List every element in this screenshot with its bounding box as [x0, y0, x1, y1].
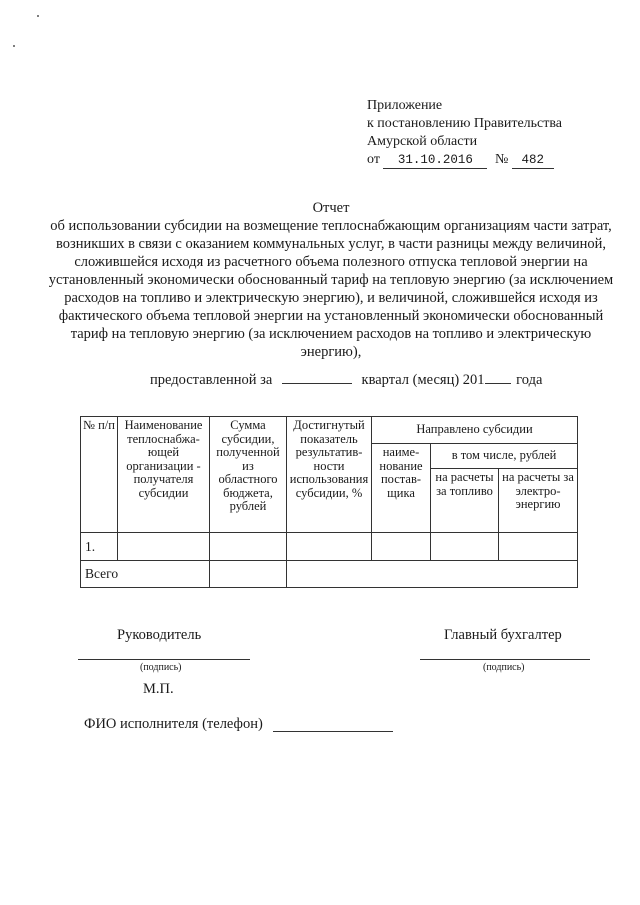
table-cell [287, 533, 372, 561]
period-middle: квартал (месяц) 201 [361, 372, 485, 388]
year-blank [485, 371, 511, 384]
appendix-line-2: к постановлению Правительства [367, 116, 563, 131]
total-label: Всего [81, 561, 210, 588]
header-supplier: наиме-нование постав-щика [372, 444, 431, 533]
scan-speck [13, 45, 15, 47]
executor-line [273, 731, 393, 732]
table-cell [372, 533, 431, 561]
executor-label: ФИО исполнителя (телефон) [84, 716, 263, 732]
director-signature-line [78, 659, 250, 660]
appendix-line-3: Амурской области [367, 134, 478, 149]
table-cell [431, 533, 499, 561]
scan-speck [37, 15, 39, 17]
accountant-signature-hint: (подпись) [483, 662, 525, 673]
header-electricity: на расчеты за электро-энергию [499, 469, 578, 533]
table-row [81, 533, 578, 561]
table-cell [499, 533, 578, 561]
director-label: Руководитель [117, 627, 202, 643]
table-cell [287, 561, 578, 588]
decree-number: 482 [512, 153, 554, 169]
period-prefix: предоставленной за [150, 372, 273, 388]
table-cell [118, 533, 210, 561]
decree-date: 31.10.2016 [383, 153, 487, 169]
table-cell [210, 533, 287, 561]
date-prefix: от [367, 152, 380, 167]
appendix-date-line [367, 151, 562, 169]
header-organization: Наименование теплоснабжа-ющей организации - получателя субсидии [118, 417, 210, 533]
header-fuel: на расчеты за топливо [431, 469, 499, 533]
row-number: 1. [81, 533, 118, 561]
report-description: об использовании субсидии на возмещение теплоснабжающим организациям части затрат, возникших в связи с оказанием коммунальных услуг, в части разницы между величиной, сложившейся исходя из расчетного объема полезного отпуска тепловой энергии на установленный экономически обоснованный тариф на тепловую энергию (за исключением расходов на топливо и электрическую энергию), и величиной, сложившейся исходя из фактического объема тепловой энергии на установленный экономически обоснованный тариф на тепловую энергию (за исключением расходов на топливо и электрическую энергию), [48, 218, 614, 360]
header-including: в том числе, рублей [431, 444, 578, 469]
report-title: Отчет [312, 200, 350, 216]
director-signature-hint: (подпись) [140, 662, 182, 673]
report-period-line [150, 371, 542, 389]
appendix-line-1: Приложение [367, 98, 443, 113]
period-blank [282, 371, 352, 384]
header-subsidy-sum: Сумма субсидии, полученной из областного бюджета, рублей [210, 417, 287, 533]
accountant-label: Главный бухгалтер [444, 627, 562, 643]
number-prefix: № [494, 152, 509, 167]
header-num: № п/п [81, 417, 118, 533]
header-directed: Направлено субсидии [372, 417, 578, 444]
accountant-signature-line [420, 659, 590, 660]
header-indicator: Достигнутый показатель результатив-ности использования субсидии, % [287, 417, 372, 533]
table-cell [210, 561, 287, 588]
appendix-block [367, 97, 562, 169]
stamp-place: М.П. [143, 681, 174, 697]
period-suffix: года [516, 372, 543, 388]
subsidy-table [80, 416, 578, 588]
table-row-total [81, 561, 578, 588]
